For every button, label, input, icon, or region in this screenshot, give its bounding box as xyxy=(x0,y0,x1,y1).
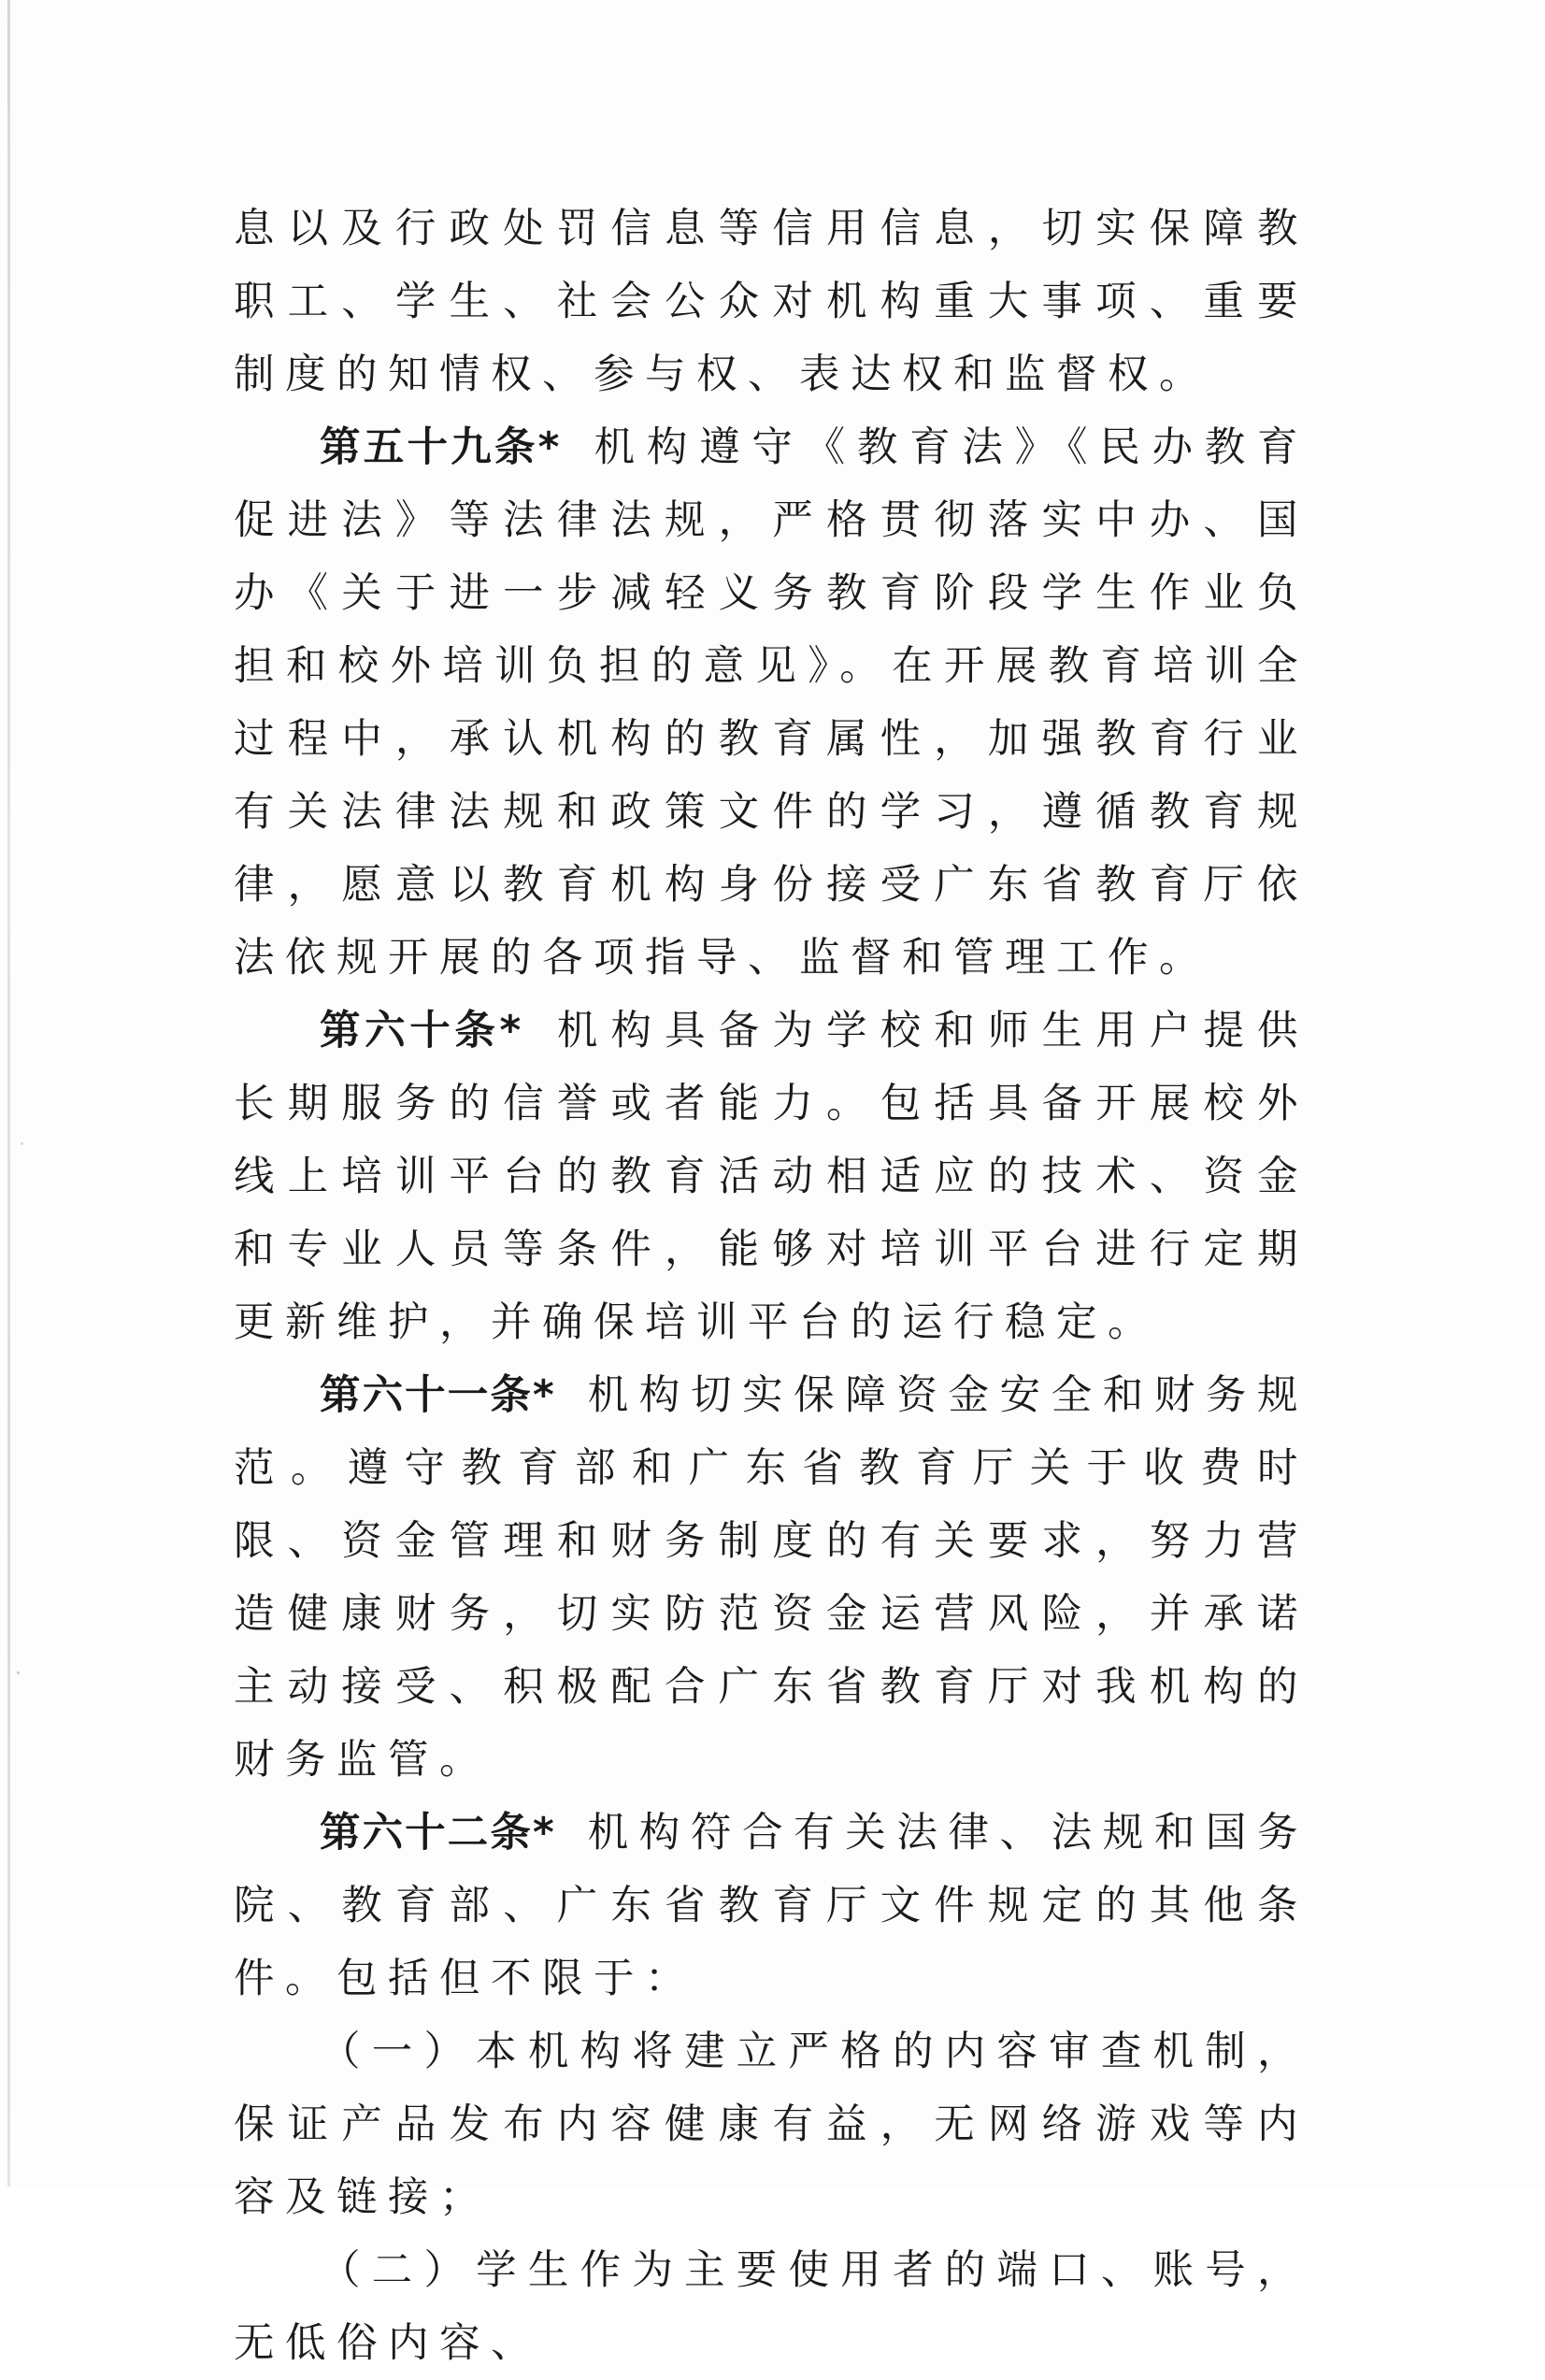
article-text: 机构具备为学校和师生用户提供长期服务的信誉或者能力。包括具备开展校外线上培训平台的教育活动相适应的技术、资金和专业人员等条件，能够对培训平台进行定期更新维护，并确保培训平台的运行稳定。 xyxy=(234,1008,1309,1346)
article-number: 第六十条* xyxy=(320,1008,523,1054)
article-number: 第五十九条* xyxy=(320,424,562,471)
paragraph-text: 息以及行政处罚信息等信用信息，切实保障教职工、学生、社会公众对机构重大事项、重要制度的知情权、参与权、表达权和监督权。 xyxy=(234,206,1309,398)
article-62 xyxy=(234,1797,1309,2015)
paragraph-continuation xyxy=(234,193,1309,411)
list-item-text: （二）学生作为主要使用者的端口、账号，无低俗内容、 xyxy=(234,2247,1309,2367)
list-item-1 xyxy=(234,2015,1309,2234)
article-60 xyxy=(234,995,1309,1359)
article-61 xyxy=(234,1359,1309,1797)
scan-edge-shadow xyxy=(7,0,10,2186)
list-item-text: （一）本机构将建立严格的内容审查机制，保证产品发布内容健康有益，无网络游戏等内容及链接； xyxy=(234,2029,1309,2221)
scan-speck xyxy=(17,1671,20,1674)
document-body xyxy=(234,193,1309,2380)
article-59 xyxy=(234,411,1309,995)
article-text: 机构符合有关法律、法规和国务院、教育部、广东省教育厅文件规定的其他条件。包括但不限于： xyxy=(234,1810,1309,2002)
article-number: 第六十一条* xyxy=(320,1372,556,1419)
article-number: 第六十二条* xyxy=(320,1810,556,1857)
article-text: 机构遵守《教育法》《民办教育促进法》等法律法规，严格贯彻落实中办、国办《关于进一步减轻义务教育阶段学生作业负担和校外培训负担的意见》。在开展教育培训全过程中，承认机构的教育属性，加强教育行业有关法律法规和政策文件的学习，遵循教育规律，愿意以教育机构身份接受广东省教育厅依法依规开展的各项指导、监督和管理工作。 xyxy=(234,424,1309,982)
scan-speck xyxy=(21,1142,23,1145)
article-text: 机构切实保障资金安全和财务规范。遵守教育部和广东省教育厅关于收费时限、资金管理和财务制度的有关要求，努力营造健康财务，切实防范资金运营风险，并承诺主动接受、积极配合广东省教育厅对我机构的财务监管。 xyxy=(234,1372,1309,1784)
list-item-2 xyxy=(234,2234,1309,2380)
